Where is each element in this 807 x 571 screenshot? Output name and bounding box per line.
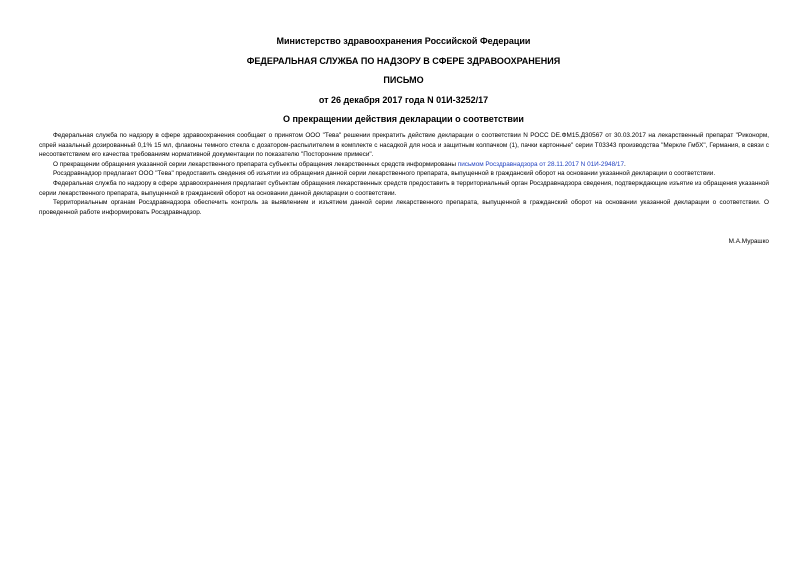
- document-subject: О прекращении действия декларации о соответствии: [283, 114, 524, 124]
- document-date-number: от 26 декабря 2017 года N 01И-3252/17: [318, 95, 489, 105]
- document-type: ПИСЬМО: [383, 75, 424, 85]
- service-title: ФЕДЕРАЛЬНАЯ СЛУЖБА ПО НАДЗОРУ В СФЕРЕ ЗДРАВООХРАНЕНИЯ: [246, 56, 561, 66]
- paragraph-2-end: .: [624, 160, 626, 168]
- paragraph-3: Росздравнадзор предлагает ООО "Тева" предоставить сведения об изъятии из обращения данной серии лекарственного препарата, выпущенной в гражданский оборот на основании указанной декларации о соответствии.: [53, 170, 716, 178]
- paragraph-1: Федеральная служба по надзору в сфере здравоохранения сообщает о принятом ООО "Тева" решении прекратить действие декларации о соответствии N РОСС DE.ФМ15.Д30567 от 30.03.2017 на лекарственный препарат "Риконорм, спрей назальный дозированный 0,1% 15 мл, флаконы темного стекла с дозатором-распылителем в комплекте с насадкой для носа и защитным колпачком (1), пачки картонные" серии Т03343 производства "Меркле ГмбХ", Германия, в связи с несоответствием его качества требованиям нормативной документации по показателю "Посторонние примеси".: [39, 132, 769, 159]
- paragraph-5: Территориальным органам Росздравнадзора обеспечить контроль за выявлением и изъятием данной серии лекарственного препарата, выпущенной в гражданский оборот на основании указанной декларации о соответствии. О проведенной работе информировать Росздравнадзор.: [39, 199, 769, 216]
- paragraph-2-text: О прекращении обращения указанной серии лекарственного препарата субъекты обращения лекарственных средств информированы: [53, 160, 458, 168]
- signature: М.А.Мурашко: [728, 238, 769, 245]
- ministry-title: Министерство здравоохранения Российской Федерации: [276, 36, 531, 46]
- paragraph-4: Федеральная служба по надзору в сфере здравоохранения предлагает субъектам обращения лекарственных средств предоставить в территориальный орган Росздравнадзора сведения, подтверждающие изъятие из обращения указанной серии лекарственного препарата, выпущенной в гражданский оборот на основании данной декларации о соответствии.: [39, 179, 769, 197]
- document-body: [39, 131, 769, 217]
- paragraph-2: [39, 160, 769, 170]
- letter-reference-link[interactable]: письмом Росздравнадзора от 28.11.2017 N 01И-2948/17: [457, 160, 625, 168]
